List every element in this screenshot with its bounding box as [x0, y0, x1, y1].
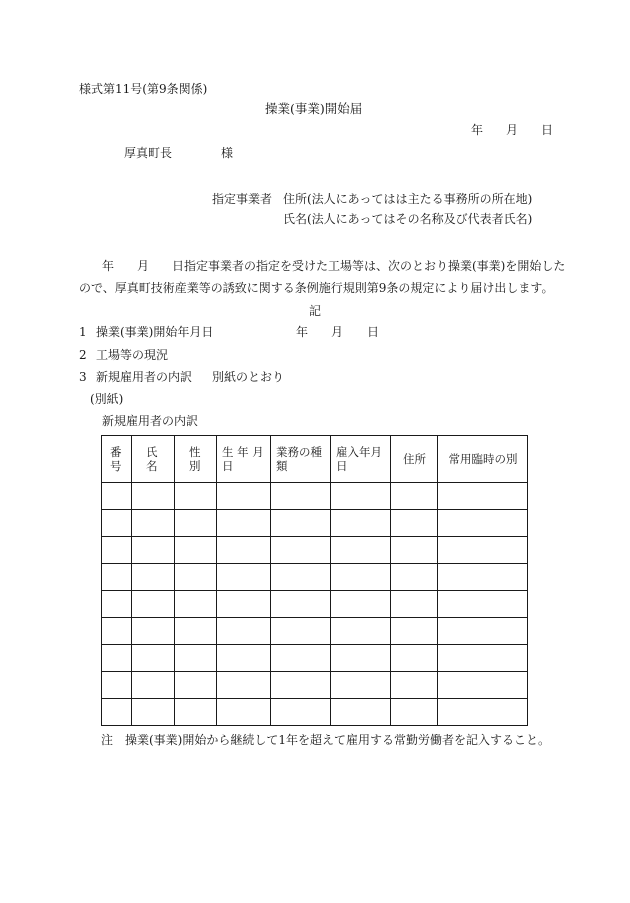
table-row — [102, 645, 528, 672]
table-cell — [175, 591, 217, 618]
table-cell — [217, 699, 271, 726]
table-cell — [331, 618, 391, 645]
table-cell — [132, 510, 175, 537]
table-cell — [102, 618, 132, 645]
table-cell — [102, 483, 132, 510]
table-cell — [391, 483, 438, 510]
table-cell — [271, 645, 331, 672]
document-title: 操業(事業)開始届 — [265, 101, 363, 116]
table-cell — [438, 537, 528, 564]
body-year-label: 年 — [102, 259, 115, 273]
table-cell — [438, 645, 528, 672]
employee-breakdown-table — [101, 435, 528, 726]
table-cell — [438, 483, 528, 510]
table-cell — [438, 591, 528, 618]
table-cell — [217, 483, 271, 510]
body-month-label: 月 — [137, 259, 150, 273]
table-cell — [175, 672, 217, 699]
table-cell — [391, 510, 438, 537]
table-cell — [102, 645, 132, 672]
table-cell — [132, 483, 175, 510]
table-cell — [331, 591, 391, 618]
table-cell — [132, 645, 175, 672]
table-row — [102, 672, 528, 699]
applicant-address: 住所(法人にあってはは主たる事務所の所在地) — [283, 192, 533, 206]
header-number: 番号 — [102, 436, 132, 483]
table-cell — [271, 537, 331, 564]
item-1-year: 年 — [296, 325, 309, 339]
table-cell — [391, 672, 438, 699]
table-cell — [331, 510, 391, 537]
addressee-honorific: 様 — [221, 146, 234, 160]
table-cell — [175, 618, 217, 645]
table-cell — [391, 591, 438, 618]
applicant-label: 指定事業者 — [212, 192, 273, 206]
table-row — [102, 564, 528, 591]
table-cell — [271, 618, 331, 645]
table-cell — [132, 672, 175, 699]
item-1-month: 月 — [331, 325, 344, 339]
body-line-2: ので、厚真町技術産業等の誘致に関する条例施行規則第9条の規定により届け出します。 — [79, 281, 554, 295]
table-cell — [331, 699, 391, 726]
ki-marker: 記 — [309, 304, 322, 318]
table-cell — [102, 699, 132, 726]
form-number: 様式第11号(第9条関係) — [79, 82, 208, 96]
table-cell — [102, 564, 132, 591]
header-job-type: 業務の種類 — [271, 436, 331, 483]
date-month-label: 月 — [506, 123, 519, 137]
table-row — [102, 591, 528, 618]
table-cell — [132, 537, 175, 564]
header-employment-type: 常用臨時の別 — [438, 436, 528, 483]
table-cell — [217, 591, 271, 618]
date-year-label: 年 — [471, 123, 484, 137]
item-3-value: 別紙のとおり — [212, 370, 285, 384]
table-cell — [217, 618, 271, 645]
table-cell — [175, 510, 217, 537]
table-cell — [271, 483, 331, 510]
table-cell — [438, 699, 528, 726]
applicant-name: 氏名(法人にあってはその名称及び代表者氏名) — [283, 212, 533, 226]
item-2-number: 2 — [79, 348, 87, 362]
table-cell — [438, 564, 528, 591]
table-cell — [102, 510, 132, 537]
table-cell — [391, 699, 438, 726]
addressee-name: 厚真町長 — [124, 146, 173, 160]
table-cell — [391, 618, 438, 645]
table-cell — [217, 645, 271, 672]
table-cell — [217, 564, 271, 591]
table-cell — [271, 564, 331, 591]
table-row — [102, 699, 528, 726]
table-title: 新規雇用者の内訳 — [102, 414, 199, 428]
item-1-day: 日 — [367, 325, 380, 339]
item-1-number: 1 — [79, 325, 87, 339]
table-cell — [438, 510, 528, 537]
header-address: 住所 — [391, 436, 438, 483]
table-cell — [271, 591, 331, 618]
table-cell — [217, 510, 271, 537]
date-day-label: 日 — [541, 123, 554, 137]
table-cell — [391, 564, 438, 591]
table-cell — [175, 483, 217, 510]
header-hire-date: 雇入年月日 — [331, 436, 391, 483]
item-3-label: 新規雇用者の内訳 — [96, 370, 193, 384]
attachment-label: (別紙) — [90, 392, 124, 406]
table-row — [102, 483, 528, 510]
table-cell — [331, 483, 391, 510]
table-note: 注 操業(事業)開始から継続して1年を超えて雇用する常勤労働者を記入すること。 — [101, 733, 551, 747]
body-line-1: 日指定事業者の指定を受けた工場等は、次のとおり操業(事業)を開始した — [172, 259, 566, 273]
table-cell — [331, 672, 391, 699]
table-cell — [331, 564, 391, 591]
table-cell — [391, 645, 438, 672]
table-cell — [132, 699, 175, 726]
item-3-number: 3 — [79, 370, 87, 384]
table-cell — [132, 564, 175, 591]
table-row — [102, 618, 528, 645]
table-cell — [438, 672, 528, 699]
table-cell — [391, 537, 438, 564]
table-row — [102, 537, 528, 564]
header-birthdate: 生 年 月 日 — [217, 436, 271, 483]
table-cell — [102, 537, 132, 564]
table-cell — [175, 537, 217, 564]
table-cell — [175, 564, 217, 591]
item-1-label: 操業(事業)開始年月日 — [96, 325, 214, 339]
table-cell — [331, 537, 391, 564]
table-cell — [438, 618, 528, 645]
table-cell — [102, 591, 132, 618]
item-2-label: 工場等の現況 — [96, 348, 169, 362]
table-row — [102, 510, 528, 537]
table-cell — [102, 672, 132, 699]
table-cell — [271, 699, 331, 726]
table-cell — [217, 672, 271, 699]
table-cell — [175, 645, 217, 672]
table-cell — [132, 591, 175, 618]
table-cell — [217, 537, 271, 564]
header-name: 氏名 — [132, 436, 175, 483]
table-cell — [271, 510, 331, 537]
table-cell — [331, 645, 391, 672]
table-cell — [175, 699, 217, 726]
table-cell — [271, 672, 331, 699]
table-header-row — [102, 436, 528, 483]
table-cell — [132, 618, 175, 645]
header-gender: 性別 — [175, 436, 217, 483]
